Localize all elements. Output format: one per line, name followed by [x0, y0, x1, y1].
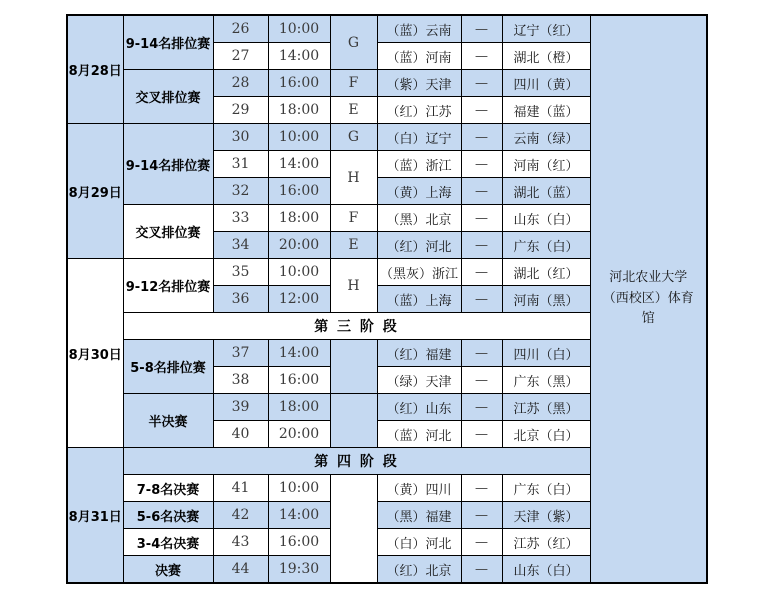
team2-cell: 福建（蓝）: [502, 97, 590, 124]
vs-dash: —: [461, 502, 502, 529]
vs-dash: —: [461, 421, 502, 448]
match-no: 28: [213, 70, 268, 97]
group-cell: [330, 475, 377, 584]
vs-dash: —: [461, 70, 502, 97]
stage-cell: 5-6名决赛: [123, 502, 213, 529]
team1-cell: （蓝）河南: [377, 43, 461, 70]
match-no: 40: [213, 421, 268, 448]
team1-cell: （红）北京: [377, 556, 461, 584]
team1-cell: （蓝）河北: [377, 421, 461, 448]
match-time: 14:00: [268, 502, 330, 529]
match-no: 41: [213, 475, 268, 502]
team2-cell: 广东（黑）: [502, 367, 590, 394]
match-time: 16:00: [268, 367, 330, 394]
match-no: 31: [213, 151, 268, 178]
match-time: 19:30: [268, 556, 330, 584]
match-time: 10:00: [268, 15, 330, 43]
group-cell: [330, 394, 377, 448]
match-time: 10:00: [268, 259, 330, 286]
stage-cell: 决赛: [123, 556, 213, 584]
stage-cell: 半决赛: [123, 394, 213, 448]
match-time: 10:00: [268, 124, 330, 151]
team2-cell: 广东（白）: [502, 475, 590, 502]
group-cell: E: [330, 97, 377, 124]
team1-cell: （紫）天津: [377, 70, 461, 97]
match-no: 33: [213, 205, 268, 232]
vs-dash: —: [461, 340, 502, 367]
match-time: 18:00: [268, 97, 330, 124]
team2-cell: 湖北（橙）: [502, 43, 590, 70]
match-time: 20:00: [268, 421, 330, 448]
match-no: 36: [213, 286, 268, 313]
team2-cell: 天津（紫）: [502, 502, 590, 529]
team1-cell: （蓝）云南: [377, 15, 461, 43]
team2-cell: 河南（黑）: [502, 286, 590, 313]
match-no: 29: [213, 97, 268, 124]
date-cell: 8月29日: [67, 124, 123, 259]
group-cell: [330, 340, 377, 394]
match-no: 30: [213, 124, 268, 151]
match-time: 20:00: [268, 232, 330, 259]
match-time: 16:00: [268, 70, 330, 97]
match-no: 27: [213, 43, 268, 70]
phase-row-label: 第 三 阶 段: [123, 313, 590, 340]
match-no: 44: [213, 556, 268, 584]
team2-cell: 湖北（蓝）: [502, 178, 590, 205]
team2-cell: 云南（绿）: [502, 124, 590, 151]
match-time: 16:00: [268, 178, 330, 205]
match-time: 10:00: [268, 475, 330, 502]
date-cell: 8月30日: [67, 259, 123, 448]
vs-dash: —: [461, 151, 502, 178]
team2-cell: 辽宁（红）: [502, 15, 590, 43]
team1-cell: （蓝）上海: [377, 286, 461, 313]
vs-dash: —: [461, 232, 502, 259]
vs-dash: —: [461, 394, 502, 421]
stage-cell: 交叉排位赛: [123, 205, 213, 259]
match-no: 32: [213, 178, 268, 205]
match-no: 39: [213, 394, 268, 421]
team1-cell: （蓝）浙江: [377, 151, 461, 178]
stage-cell: 7-8名决赛: [123, 475, 213, 502]
team2-cell: 山东（白）: [502, 556, 590, 584]
match-time: 14:00: [268, 151, 330, 178]
team2-cell: 北京（白）: [502, 421, 590, 448]
match-no: 26: [213, 15, 268, 43]
vs-dash: —: [461, 286, 502, 313]
vs-dash: —: [461, 97, 502, 124]
team1-cell: （黄）上海: [377, 178, 461, 205]
match-time: 12:00: [268, 286, 330, 313]
team2-cell: 江苏（黑）: [502, 394, 590, 421]
team1-cell: （绿）天津: [377, 367, 461, 394]
vs-dash: —: [461, 367, 502, 394]
match-no: 35: [213, 259, 268, 286]
team1-cell: （黄）四川: [377, 475, 461, 502]
stage-cell: 9-12名排位赛: [123, 259, 213, 313]
team2-cell: 广东（白）: [502, 232, 590, 259]
stage-cell: 3-4名决赛: [123, 529, 213, 556]
schedule-table: [66, 14, 708, 584]
team1-cell: （黑灰）浙江: [377, 259, 461, 286]
match-no: 38: [213, 367, 268, 394]
vs-dash: —: [461, 529, 502, 556]
stage-cell: 9-14名排位赛: [123, 124, 213, 205]
match-time: 18:00: [268, 205, 330, 232]
vs-dash: —: [461, 178, 502, 205]
team2-cell: 四川（黄）: [502, 70, 590, 97]
team2-cell: 江苏（红）: [502, 529, 590, 556]
team2-cell: 山东（白）: [502, 205, 590, 232]
match-no: 34: [213, 232, 268, 259]
match-row: [67, 15, 707, 43]
group-cell: H: [330, 151, 377, 205]
vs-dash: —: [461, 15, 502, 43]
team1-cell: （黑）福建: [377, 502, 461, 529]
vs-dash: —: [461, 556, 502, 584]
phase-row-label: 第 四 阶 段: [123, 448, 590, 475]
venue-cell: 河北农业大学（西校区）体育馆: [590, 15, 707, 583]
group-cell: G: [330, 15, 377, 70]
group-cell: H: [330, 259, 377, 313]
team1-cell: （红）江苏: [377, 97, 461, 124]
team1-cell: （红）河北: [377, 232, 461, 259]
team2-cell: 四川（白）: [502, 340, 590, 367]
team1-cell: （白）河北: [377, 529, 461, 556]
group-cell: F: [330, 70, 377, 97]
match-time: 18:00: [268, 394, 330, 421]
match-no: 42: [213, 502, 268, 529]
match-time: 14:00: [268, 43, 330, 70]
team1-cell: （白）辽宁: [377, 124, 461, 151]
team2-cell: 河南（红）: [502, 151, 590, 178]
team1-cell: （黑）北京: [377, 205, 461, 232]
team1-cell: （红）山东: [377, 394, 461, 421]
team2-cell: 湖北（红）: [502, 259, 590, 286]
stage-cell: 交叉排位赛: [123, 70, 213, 124]
vs-dash: —: [461, 259, 502, 286]
date-cell: 8月28日: [67, 15, 123, 124]
group-cell: F: [330, 205, 377, 232]
match-no: 37: [213, 340, 268, 367]
vs-dash: —: [461, 124, 502, 151]
vs-dash: —: [461, 205, 502, 232]
group-cell: E: [330, 232, 377, 259]
team1-cell: （红）福建: [377, 340, 461, 367]
vs-dash: —: [461, 475, 502, 502]
match-time: 16:00: [268, 529, 330, 556]
match-no: 43: [213, 529, 268, 556]
stage-cell: 9-14名排位赛: [123, 15, 213, 70]
date-cell: 8月31日: [67, 448, 123, 584]
group-cell: G: [330, 124, 377, 151]
vs-dash: —: [461, 43, 502, 70]
stage-cell: 5-8名排位赛: [123, 340, 213, 394]
match-time: 14:00: [268, 340, 330, 367]
